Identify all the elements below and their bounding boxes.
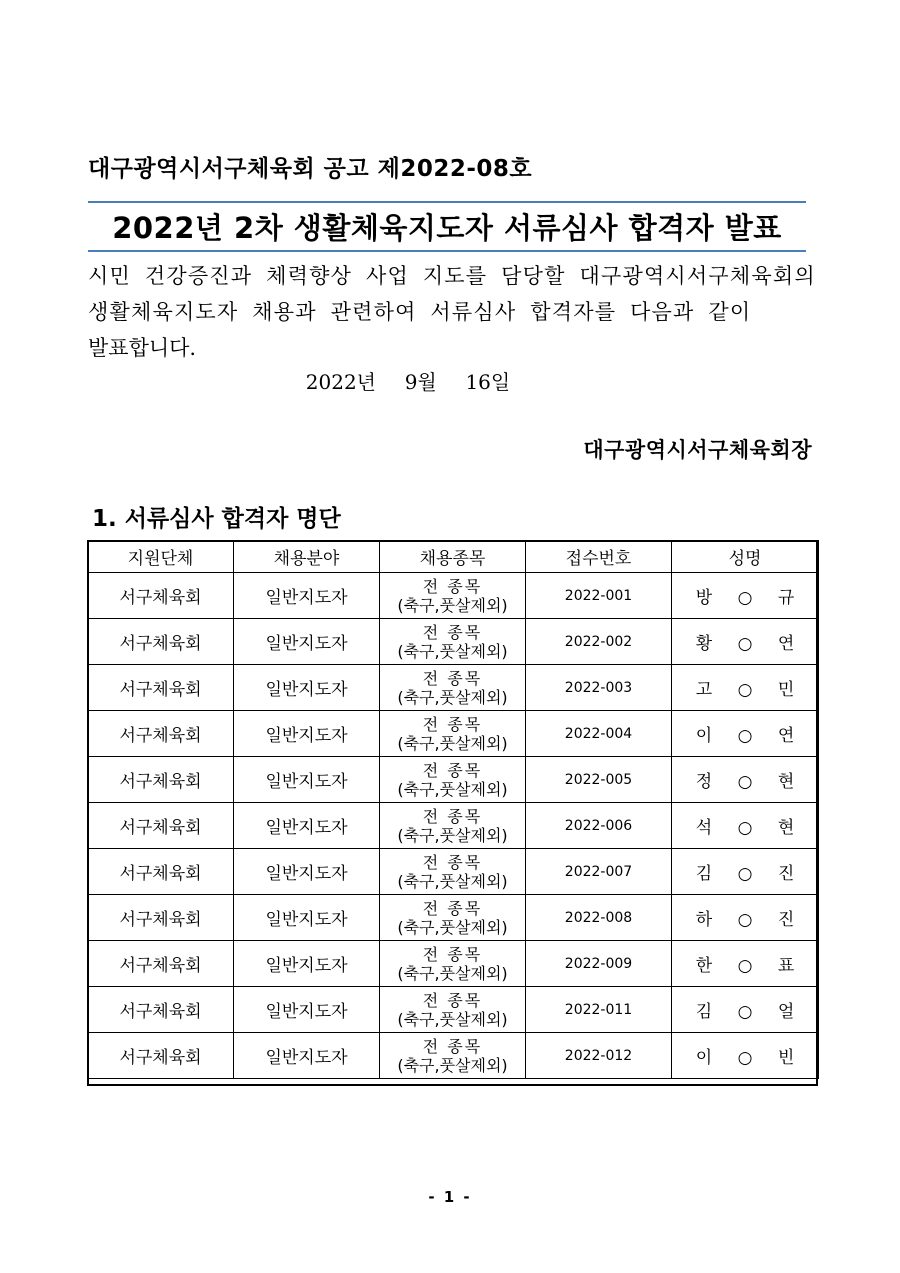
cell-event-line2: (축구,풋살제외) <box>397 825 508 845</box>
header-org: 지원단체 <box>88 541 234 573</box>
cell-field: 일반지도자 <box>234 849 380 895</box>
cell-event-line1: 전 종목 <box>422 990 483 1010</box>
table-row <box>88 619 819 665</box>
cell-name <box>672 1033 819 1079</box>
cell-event-line2: (축구,풋살제외) <box>397 871 508 891</box>
cell-name-text: 김 ○ 얼 <box>695 1002 805 1022</box>
cell-field: 일반지도자 <box>234 941 380 987</box>
cell-event <box>380 987 526 1033</box>
cell-org: 서구체육회 <box>88 941 234 987</box>
table-row <box>88 1033 819 1079</box>
cell-event-line1: 전 종목 <box>422 668 483 688</box>
cell-code: 2022-003 <box>526 665 672 711</box>
cell-name-text: 황 ○ 연 <box>695 634 805 654</box>
cell-org: 서구체육회 <box>88 757 234 803</box>
cell-code: 2022-006 <box>526 803 672 849</box>
body-line: 발표합니다. <box>88 336 197 360</box>
cell-org: 서구체육회 <box>88 895 234 941</box>
cell-org: 서구체육회 <box>88 1033 234 1079</box>
cell-org: 서구체육회 <box>88 711 234 757</box>
page-number: - 1 - <box>428 1188 472 1206</box>
cell-event <box>380 711 526 757</box>
cell-event-line2: (축구,풋살제외) <box>397 595 508 615</box>
cell-event <box>380 1033 526 1079</box>
cell-event-line2: (축구,풋살제외) <box>397 687 508 707</box>
cell-field: 일반지도자 <box>234 619 380 665</box>
cell-name <box>672 711 819 757</box>
table-row <box>88 849 819 895</box>
cell-field: 일반지도자 <box>234 665 380 711</box>
cell-event <box>380 619 526 665</box>
cell-event <box>380 573 526 619</box>
cell-name <box>672 941 819 987</box>
cell-field: 일반지도자 <box>234 573 380 619</box>
table-row <box>88 941 819 987</box>
cell-code: 2022-012 <box>526 1033 672 1079</box>
cell-event-line1: 전 종목 <box>422 576 483 596</box>
cell-name <box>672 573 819 619</box>
header-name: 성명 <box>672 541 819 573</box>
table-row <box>88 895 819 941</box>
cell-event-line2: (축구,풋살제외) <box>397 733 508 753</box>
signer: 대구광역시서구체육회장 <box>583 438 812 462</box>
table-row <box>88 665 819 711</box>
cell-name-text: 한 ○ 표 <box>695 956 805 976</box>
cell-code: 2022-007 <box>526 849 672 895</box>
cell-code: 2022-004 <box>526 711 672 757</box>
cell-code: 2022-008 <box>526 895 672 941</box>
body-line: 시민 건강증진과 체력향상 사업 지도를 담당할 대구광역시서구체육회의 <box>88 264 816 288</box>
cell-field: 일반지도자 <box>234 895 380 941</box>
cell-event-line1: 전 종목 <box>422 1036 483 1056</box>
table-body <box>88 573 819 1079</box>
cell-name <box>672 757 819 803</box>
cell-code: 2022-002 <box>526 619 672 665</box>
announcement-date: 2022년 9월 16일 <box>305 370 511 394</box>
cell-event-line2: (축구,풋살제외) <box>397 917 508 937</box>
cell-name <box>672 665 819 711</box>
cell-event-line1: 전 종목 <box>422 806 483 826</box>
table-row <box>88 987 819 1033</box>
cell-org: 서구체육회 <box>88 849 234 895</box>
cell-code: 2022-011 <box>526 987 672 1033</box>
header-event: 채용종목 <box>380 541 526 573</box>
cell-event-line2: (축구,풋살제외) <box>397 1055 508 1075</box>
cell-name <box>672 619 819 665</box>
cell-event-line1: 전 종목 <box>422 944 483 964</box>
document-title: 2022년 2차 생활체육지도자 서류심사 합격자 발표 <box>112 211 782 245</box>
table-row <box>88 803 819 849</box>
table-row <box>88 573 819 619</box>
header-field: 채용분야 <box>234 541 380 573</box>
cell-name-text: 방 ○ 규 <box>695 588 805 608</box>
cell-name-text: 이 ○ 빈 <box>695 1048 805 1068</box>
cell-event-line2: (축구,풋살제외) <box>397 963 508 983</box>
title-block <box>88 201 806 252</box>
notice-number: 대구광역시서구체육회 공고 제2022-08호 <box>88 156 533 182</box>
cell-code: 2022-009 <box>526 941 672 987</box>
cell-org: 서구체육회 <box>88 665 234 711</box>
cell-name-text: 석 ○ 현 <box>695 818 805 838</box>
table-row <box>88 757 819 803</box>
cell-org: 서구체육회 <box>88 573 234 619</box>
table-header-row <box>88 541 819 573</box>
cell-code: 2022-001 <box>526 573 672 619</box>
cell-event-line2: (축구,풋살제외) <box>397 1009 508 1029</box>
cell-org: 서구체육회 <box>88 803 234 849</box>
cell-event-line2: (축구,풋살제외) <box>397 779 508 799</box>
cell-org: 서구체육회 <box>88 619 234 665</box>
cell-name <box>672 987 819 1033</box>
cell-event <box>380 665 526 711</box>
cell-event <box>380 941 526 987</box>
cell-field: 일반지도자 <box>234 757 380 803</box>
cell-event-line1: 전 종목 <box>422 852 483 872</box>
cell-name <box>672 849 819 895</box>
table-row <box>88 711 819 757</box>
cell-event <box>380 849 526 895</box>
announcement-body <box>88 258 816 366</box>
cell-code: 2022-005 <box>526 757 672 803</box>
cell-field: 일반지도자 <box>234 987 380 1033</box>
cell-event <box>380 803 526 849</box>
cell-event-line1: 전 종목 <box>422 622 483 642</box>
cell-field: 일반지도자 <box>234 1033 380 1079</box>
cell-name-text: 고 ○ 민 <box>695 680 805 700</box>
cell-event-line1: 전 종목 <box>422 760 483 780</box>
cell-name-text: 김 ○ 진 <box>695 864 805 884</box>
cell-org: 서구체육회 <box>88 987 234 1033</box>
cell-name <box>672 895 819 941</box>
cell-name-text: 정 ○ 현 <box>695 772 805 792</box>
cell-field: 일반지도자 <box>234 711 380 757</box>
cell-event-line1: 전 종목 <box>422 898 483 918</box>
cell-event <box>380 757 526 803</box>
body-line: 생활체육지도자 채용과 관련하여 서류심사 합격자를 다음과 같이 <box>88 300 752 324</box>
cell-event <box>380 895 526 941</box>
cell-event-line2: (축구,풋살제외) <box>397 641 508 661</box>
cell-name-text: 하 ○ 진 <box>695 910 805 930</box>
section-heading: 1. 서류심사 합격자 명단 <box>92 506 341 532</box>
passer-table <box>87 540 819 1079</box>
cell-event-line1: 전 종목 <box>422 714 483 734</box>
cell-name <box>672 803 819 849</box>
cell-name-text: 이 ○ 연 <box>695 726 805 746</box>
cell-field: 일반지도자 <box>234 803 380 849</box>
header-code: 접수번호 <box>526 541 672 573</box>
